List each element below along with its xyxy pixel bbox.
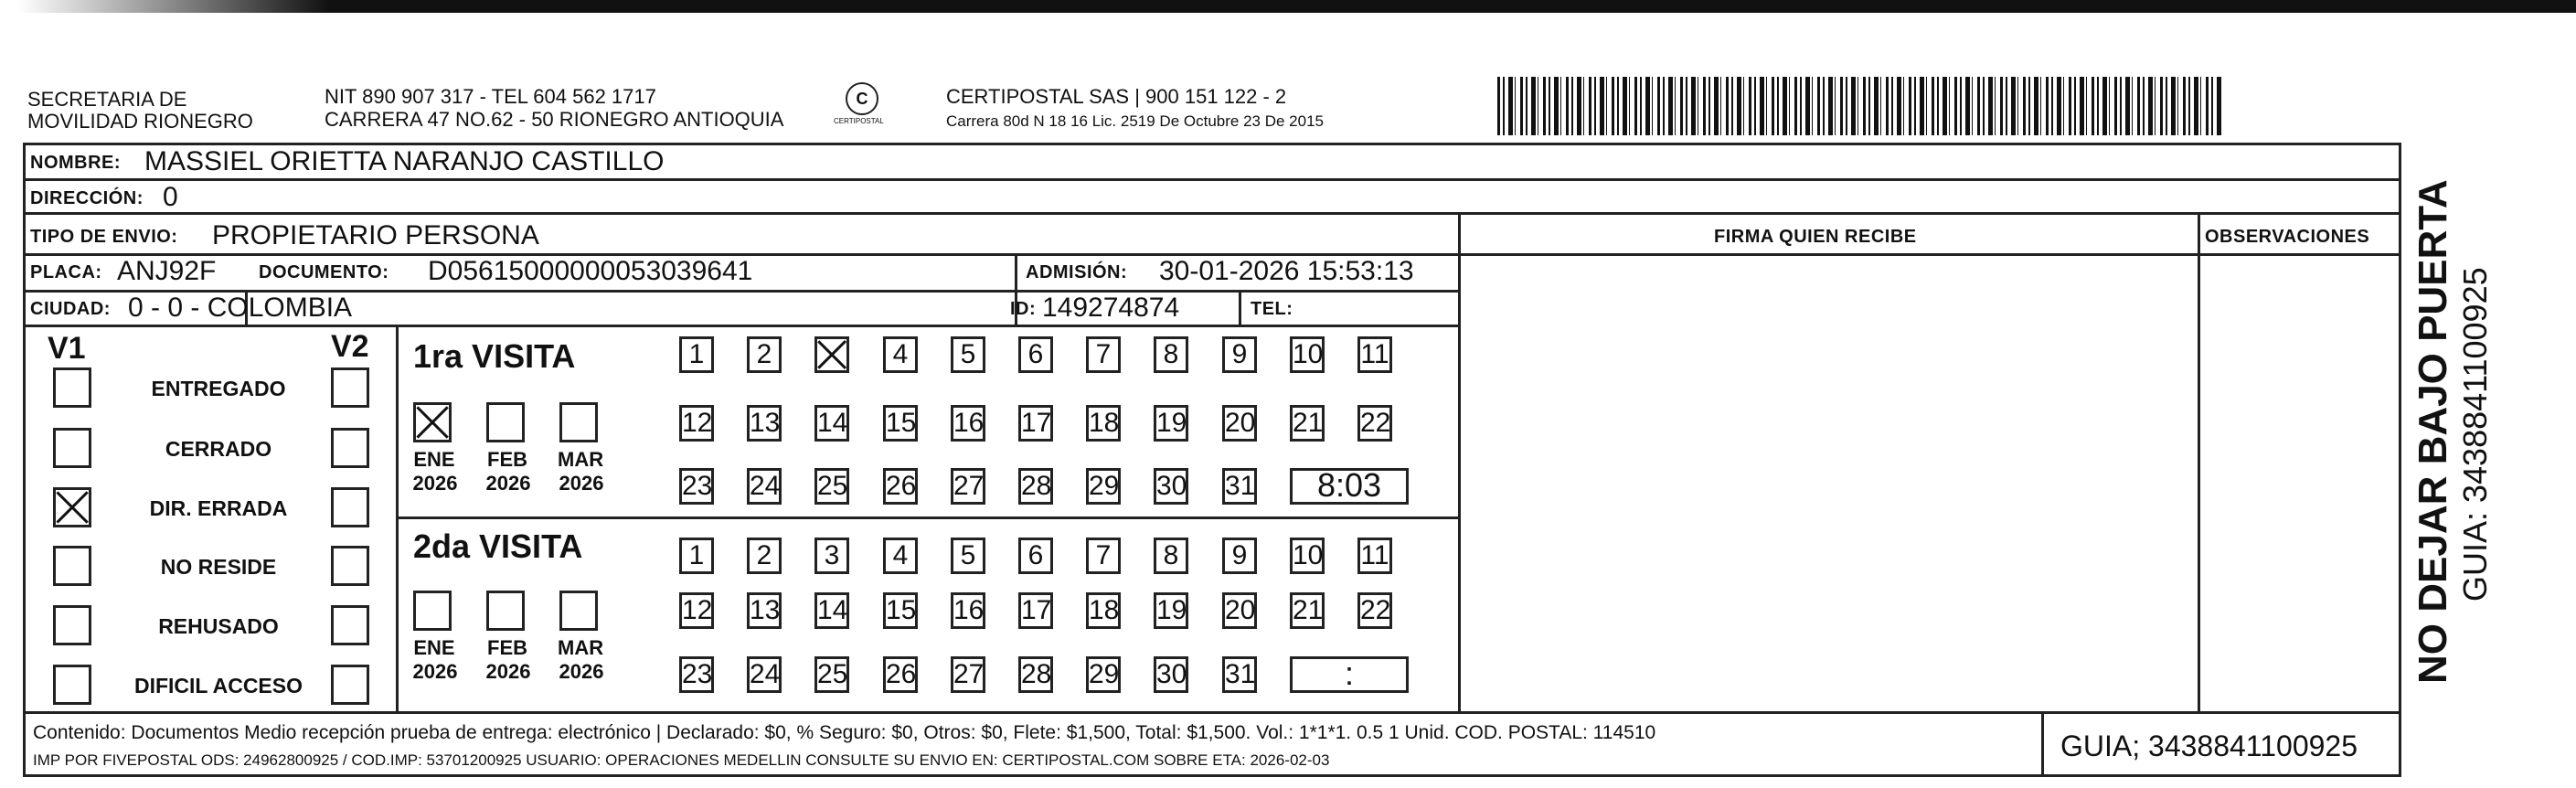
visit2-day-23[interactable]: 23 <box>679 656 714 693</box>
nombre-label: NOMBRE: <box>30 153 122 173</box>
visit2-month-year: 2026 <box>485 660 531 683</box>
footer-line-1: Contenido: Documentos Medio recepción prueba de entrega: electrónico | Declarado: $0, % Seguro: $0, Otros: $0, Flete: $1,500, Total: $1,500. Vol.: 1*1*1. 0.5 1 Unid. COD. POSTAL: 114510 <box>33 722 1656 743</box>
visit1-day-18[interactable]: 18 <box>1086 405 1121 442</box>
visit2-day-11[interactable]: 11 <box>1357 538 1392 574</box>
top-border <box>0 0 2576 13</box>
visit1-day-8[interactable]: 8 <box>1154 336 1188 373</box>
visit1-day-11[interactable]: 11 <box>1357 336 1392 373</box>
visit2-day-14[interactable]: 14 <box>814 592 849 629</box>
visit2-day-22[interactable]: 22 <box>1357 592 1392 629</box>
status-label: REHUSADO <box>158 614 279 638</box>
visit1-month-label: MAR <box>558 448 604 471</box>
visit2-day-7[interactable]: 7 <box>1086 538 1121 574</box>
ciudad-label: CIUDAD: <box>30 299 111 319</box>
visit2-day-10[interactable]: 10 <box>1290 538 1325 574</box>
v1-checkbox-3[interactable] <box>53 487 91 527</box>
footer-guia: GUIA; 3438841100925 <box>2060 729 2358 762</box>
status-label: DIR. ERRADA <box>149 496 288 520</box>
visit1-day-3[interactable] <box>814 336 849 373</box>
visit2-day-9[interactable]: 9 <box>1222 538 1257 574</box>
status-label: CERRADO <box>165 437 272 461</box>
visit2-day-5[interactable]: 5 <box>951 538 985 574</box>
v2-checkbox-3[interactable] <box>331 487 369 527</box>
ciudad-value: 0 - 0 - COLOMBIA <box>128 293 353 323</box>
visit1-day-28[interactable]: 28 <box>1018 468 1053 505</box>
visit1-day-13[interactable]: 13 <box>747 405 782 442</box>
visit2-day-18[interactable]: 18 <box>1086 592 1121 629</box>
barcode <box>1497 77 2223 135</box>
visit1-day-22[interactable]: 22 <box>1357 405 1392 442</box>
visit2-day-13[interactable]: 13 <box>747 592 782 629</box>
firma-area[interactable] <box>1463 256 2196 709</box>
v2-checkbox-4[interactable] <box>331 546 369 586</box>
visit1-month-label: FEB <box>487 448 527 471</box>
visit2-day-27[interactable]: 27 <box>951 656 985 693</box>
admision-label: ADMISIÓN: <box>1026 262 1128 282</box>
tipo-envio-value: PROPIETARIO PERSONA <box>212 220 539 250</box>
visit2-day-21[interactable]: 21 <box>1290 592 1325 629</box>
visit2-month-year: 2026 <box>412 660 458 683</box>
v2-checkbox-6[interactable] <box>331 665 369 705</box>
visit1-month-checkbox-2[interactable] <box>486 402 525 442</box>
v1-checkbox-2[interactable] <box>53 428 91 468</box>
id-value: 149274874 <box>1042 293 1180 323</box>
visit1-day-30[interactable]: 30 <box>1154 468 1188 505</box>
visit2-day-30[interactable]: 30 <box>1154 656 1188 693</box>
visit1-day-26[interactable]: 26 <box>883 468 918 505</box>
visit2-day-20[interactable]: 20 <box>1222 592 1257 629</box>
visit2-day-25[interactable]: 25 <box>814 656 849 693</box>
visit1-day-15[interactable]: 15 <box>883 405 918 442</box>
visit2-title: 2da VISITA <box>413 527 583 565</box>
v1-header: V1 <box>48 331 86 366</box>
visit1-day-27[interactable]: 27 <box>951 468 985 505</box>
v1-checkbox-4[interactable] <box>53 546 91 586</box>
visit2-day-6[interactable]: 6 <box>1018 538 1053 574</box>
visit1-day-20[interactable]: 20 <box>1222 405 1257 442</box>
visit1-day-24[interactable]: 24 <box>747 468 782 505</box>
visit2-month-label: MAR <box>558 636 604 659</box>
visit1-month-checkbox-1[interactable] <box>413 402 452 442</box>
visit2-day-26[interactable]: 26 <box>883 656 918 693</box>
v1-checkbox-6[interactable] <box>53 665 91 705</box>
visit1-day-2[interactable]: 2 <box>747 336 782 373</box>
visit1-day-19[interactable]: 19 <box>1154 405 1188 442</box>
visit2-month-label: ENE <box>413 636 455 659</box>
visit2-month-checkbox-1[interactable] <box>413 591 452 631</box>
side-warning: NO DEJAR BAJO PUERTA <box>2411 179 2455 684</box>
footer-line-2: IMP POR FIVEPOSTAL ODS: 24962800925 / COD.IMP: 53701200925 USUARIO: OPERACIONES MEDELLIN CONSULTE SU ENVIO EN: CERTIPOSTAL.COM SOBRE ETA: 2026-02-03 <box>33 751 1330 769</box>
address-line: CARRERA 47 NO.62 - 50 RIONEGRO ANTIOQUIA <box>325 108 784 131</box>
sender-line-1: SECRETARIA DE <box>27 88 187 111</box>
v1-checkbox-5[interactable] <box>53 605 91 645</box>
visit2-day-12[interactable]: 12 <box>679 592 714 629</box>
visit2-day-2[interactable]: 2 <box>747 538 782 574</box>
visit1-day-29[interactable]: 29 <box>1086 468 1121 505</box>
v2-checkbox-1[interactable] <box>331 367 369 408</box>
direccion-label: DIRECCIÓN: <box>30 188 144 208</box>
observaciones-area[interactable] <box>2202 256 2400 709</box>
side-guia: GUIA: 3438841100925 <box>2456 267 2494 602</box>
visit2-day-15[interactable]: 15 <box>883 592 918 629</box>
visit1-title: 1ra VISITA <box>413 337 576 375</box>
visit1-time-field[interactable]: 8:03 <box>1290 468 1409 505</box>
tel-label: TEL: <box>1251 299 1293 319</box>
logo-text: CERTIPOSTAL <box>834 117 884 125</box>
visit2-month-checkbox-2[interactable] <box>486 591 525 631</box>
status-label: DIFICIL ACCESO <box>133 674 303 697</box>
id-label: ID: <box>1010 299 1037 319</box>
visit1-day-21[interactable]: 21 <box>1290 405 1325 442</box>
visit2-day-16[interactable]: 16 <box>951 592 985 629</box>
visit2-day-4[interactable]: 4 <box>883 538 918 574</box>
visit2-time-field[interactable]: : <box>1290 656 1409 693</box>
visit2-day-24[interactable]: 24 <box>747 656 782 693</box>
visit1-day-4[interactable]: 4 <box>883 336 918 373</box>
visit1-day-17[interactable]: 17 <box>1018 405 1053 442</box>
admision-value: 30-01-2026 15:53:13 <box>1159 256 1414 286</box>
visit2-day-31[interactable]: 31 <box>1222 656 1257 693</box>
visit2-day-3[interactable]: 3 <box>814 538 849 574</box>
license-line: Carrera 80d N 18 16 Lic. 2519 De Octubre 23 De 2015 <box>946 112 1324 130</box>
firma-header: FIRMA QUIEN RECIBE <box>1714 227 1917 247</box>
visit1-day-25[interactable]: 25 <box>814 468 849 505</box>
visit1-day-1[interactable]: 1 <box>679 336 714 373</box>
visit2-month-label: FEB <box>487 636 527 659</box>
company-line: CERTIPOSTAL SAS | 900 151 122 - 2 <box>946 85 1287 108</box>
status-label: NO RESIDE <box>160 555 277 579</box>
documento-label: DOCUMENTO: <box>259 262 389 282</box>
placa-value: ANJ92F <box>117 256 217 286</box>
visit1-day-23[interactable]: 23 <box>679 468 714 505</box>
direccion-value: 0 <box>163 182 178 212</box>
visit1-month-year: 2026 <box>485 472 531 495</box>
v2-checkbox-2[interactable] <box>331 428 369 468</box>
visit2-day-19[interactable]: 19 <box>1154 592 1188 629</box>
visit1-day-6[interactable]: 6 <box>1018 336 1053 373</box>
visit1-month-checkbox-3[interactable] <box>559 402 598 442</box>
v2-header: V2 <box>331 329 369 364</box>
visit1-day-14[interactable]: 14 <box>814 405 849 442</box>
visit1-day-7[interactable]: 7 <box>1086 336 1121 373</box>
visit2-day-8[interactable]: 8 <box>1154 538 1188 574</box>
visit1-month-label: ENE <box>413 448 455 471</box>
nit-line: NIT 890 907 317 - TEL 604 562 1717 <box>325 85 656 108</box>
visit2-day-1[interactable]: 1 <box>679 538 714 574</box>
visit1-day-5[interactable]: 5 <box>951 336 985 373</box>
placa-label: PLACA: <box>30 262 102 282</box>
observaciones-header: OBSERVACIONES <box>2205 227 2370 247</box>
visit1-day-10[interactable]: 10 <box>1290 336 1325 373</box>
documento-value: D05615000000053039641 <box>428 256 753 286</box>
nombre-value: MASSIEL ORIETTA NARANJO CASTILLO <box>144 146 665 176</box>
v2-checkbox-5[interactable] <box>331 605 369 645</box>
visit2-day-17[interactable]: 17 <box>1018 592 1053 629</box>
visit2-month-checkbox-3[interactable] <box>559 591 598 631</box>
visit1-month-year: 2026 <box>559 472 604 495</box>
visit1-month-year: 2026 <box>412 472 458 495</box>
visit1-day-16[interactable]: 16 <box>951 405 985 442</box>
visit2-day-29[interactable]: 29 <box>1086 656 1121 693</box>
visit1-day-12[interactable]: 12 <box>679 405 714 442</box>
certipostal-logo: C <box>846 82 878 115</box>
visit1-day-9[interactable]: 9 <box>1222 336 1257 373</box>
status-label: ENTREGADO <box>151 377 286 400</box>
visit2-day-28[interactable]: 28 <box>1018 656 1053 693</box>
visit1-day-31[interactable]: 31 <box>1222 468 1257 505</box>
tipo-envio-label: TIPO DE ENVIO: <box>30 227 178 247</box>
visit2-month-year: 2026 <box>559 660 604 683</box>
sender-line-2: MOVILIDAD RIONEGRO <box>27 110 253 133</box>
v1-checkbox-1[interactable] <box>53 367 91 408</box>
